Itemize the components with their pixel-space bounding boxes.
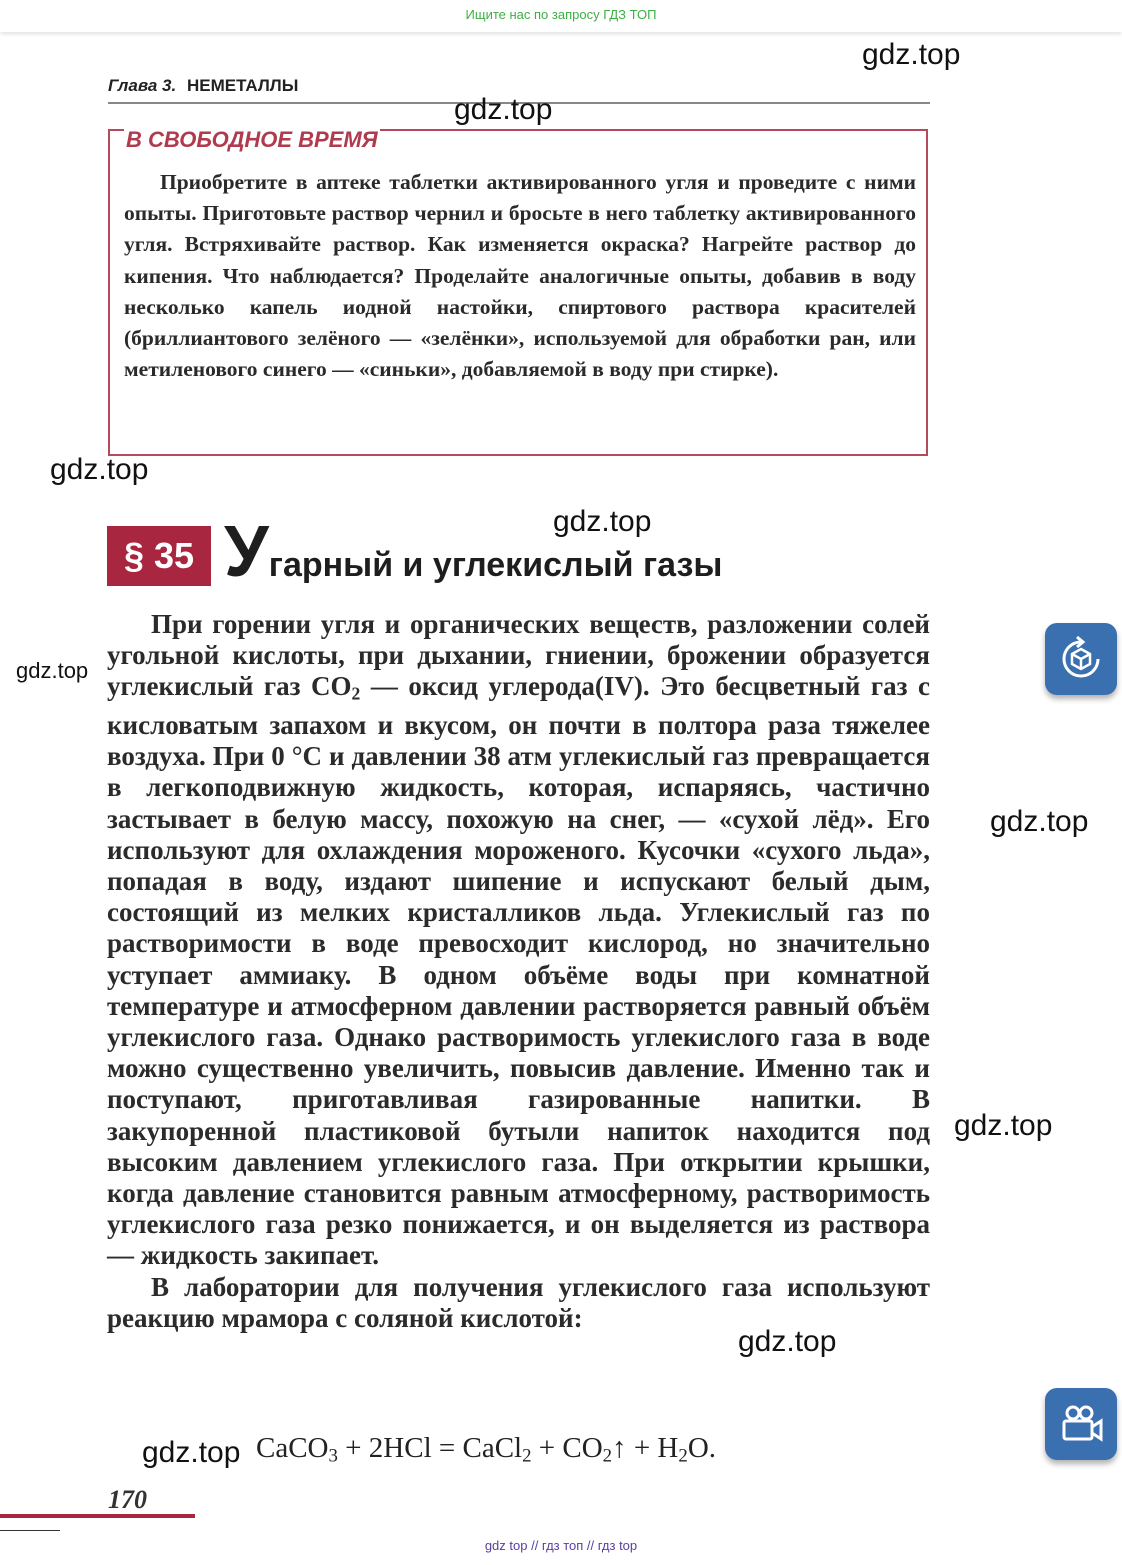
chapter-title: НЕМЕТАЛЛЫ xyxy=(186,76,299,95)
watermark: gdz.top xyxy=(954,1109,1053,1142)
free-time-box xyxy=(108,129,928,456)
watermark: gdz.top xyxy=(16,658,89,683)
reaction-formula xyxy=(256,1432,716,1468)
video-camera-icon xyxy=(1056,1399,1106,1449)
formula-part: O. xyxy=(687,1432,717,1464)
body-paragraph-1 xyxy=(107,609,930,1272)
top-banner: Ищите нас по запросу ГДЗ ТОП xyxy=(0,0,1122,32)
formula-part: CaCO xyxy=(256,1432,329,1464)
video-button[interactable] xyxy=(1045,1388,1117,1460)
section-body xyxy=(107,609,930,1334)
bottom-accent-rule xyxy=(0,1514,195,1518)
formula-sub: 3 xyxy=(328,1445,338,1467)
free-time-paragraph: Приобретите в аптеке таблетки активированного угля и проведите с ними опыты. Приготовьте раствор чернил и бросьте в него таблетку активированного угля. Встряхивайте раствор. Как изменяется окраска? Нагрейте раствор до кипения. Что наблюдается? Проделайте аналогичные опыты, добавив в воду несколько капель иодной настойки, спиртового раствора красителей (бриллиантового зелёного — «зелёнки», используемой для обработки ран, или метиленового синего — «синьки», добавляемой в воду при стирке). xyxy=(124,170,916,382)
watermark: gdz.top xyxy=(50,453,149,486)
formula-sub: 2 xyxy=(602,1445,613,1467)
watermark: gdz.top xyxy=(454,93,553,126)
page-number: 170 xyxy=(108,1485,147,1514)
body-p1-sub: 2 xyxy=(351,683,361,704)
chapter-label: Глава 3. xyxy=(108,76,177,95)
body-p1-after: — оксид углерода(IV). Это бесцветный газ с кисловатым запахом и вкусом, он почти в полтора раза тяжелее воздуха. При 0 °С и давлении 38 атм углекислый газ превращается в легкоподвижную жидкость, которая, испаряясь, частично застывает в белую массу, похожую на снег, — «сухой лёд». Его используют для охлаждения мороженого. Кусочки «сухого льда», попадая в воду, издают шипение и испускают белый дым, состоящий из мелких кристалликов льда. Углекислый газ по растворимости в воде превосходит кислород, но значительно уступает аммиаку. В одном объёме воды при комнатной температуре и атмосферном давлении растворяется равный объём углекислого газа. Однако растворимость углекислого газа в воде можно существенно увеличить, повысив давление. Именно так и поступают, приготавливая газированные напитки. В закупоренной пластиковой бутыли напиток находится под высоким давлением углекислого газа. При открытии крышки, когда давление становится равным атмосферному, растворимость углекислого газа резко понижается, и он выделяется из раствора — жидкость закипает. xyxy=(107,671,930,1271)
section-badge: § 35 xyxy=(107,526,211,586)
watermark: gdz.top xyxy=(553,505,652,538)
section-title-rest: гарный и углекислый газы xyxy=(268,546,723,584)
watermark: gdz.top xyxy=(738,1325,837,1358)
watermark: gdz.top xyxy=(990,805,1089,838)
body-paragraph-2: В лаборатории для получения углекислого газа используют реакцию мрамора с соляной кислотой: xyxy=(107,1271,930,1333)
3d-rotate-icon xyxy=(1056,634,1106,684)
free-time-text xyxy=(124,167,916,385)
section-title-cap: У xyxy=(224,512,269,592)
formula-sub: 2 xyxy=(678,1445,688,1467)
formula-part: ↑ + H xyxy=(612,1432,679,1464)
watermark: gdz.top xyxy=(862,38,961,71)
footer-links: gdz top // гдз топ // гдз top xyxy=(484,1538,638,1553)
formula-sub: 2 xyxy=(522,1445,532,1467)
free-time-title: В СВОБОДНОЕ ВРЕМЯ xyxy=(126,127,378,152)
formula-part: + 2HCl = CaCl xyxy=(337,1432,523,1464)
3d-model-button[interactable] xyxy=(1045,623,1117,695)
body-p1-before: При горении угля и органических веществ, разложении солей угольной кислоты, при дыхании, гниении, брожении образуется углекислый газ CO xyxy=(107,609,930,702)
bottom-thin-rule xyxy=(0,1530,60,1531)
watermark: gdz.top xyxy=(142,1436,241,1469)
formula-part: + CO xyxy=(531,1432,603,1464)
